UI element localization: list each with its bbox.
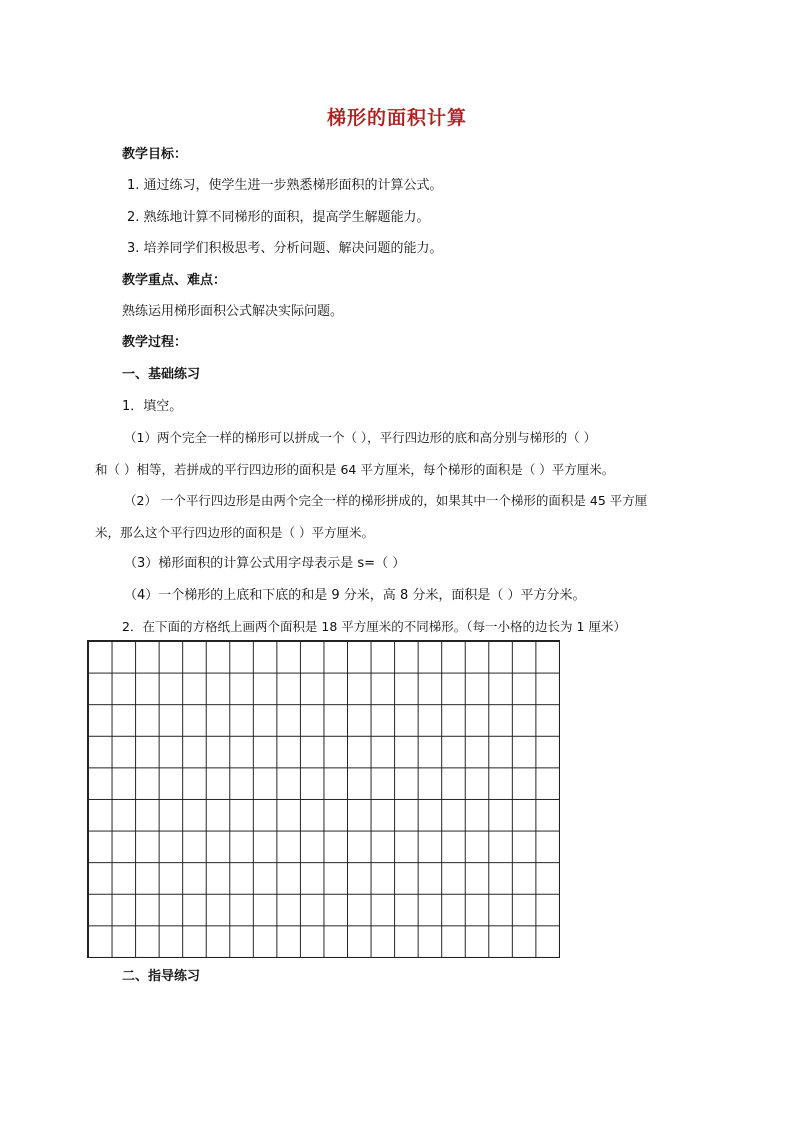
key-points-text: 熟练运用梯形面积公式解决实际问题。 (122, 304, 344, 319)
question-1-3: （3）梯形面积的计算公式用字母表示是 s=（ ） (124, 556, 406, 571)
section2-heading: 二、指导练习 (122, 969, 201, 984)
objectives-heading: 教学目标： (122, 147, 188, 162)
page-title: 梯形的面积计算 (326, 107, 467, 129)
section1-heading: 一、基础练习 (122, 367, 201, 382)
process-heading: 教学过程： (122, 335, 188, 350)
grid-paper (87, 640, 560, 958)
question-1-2-line2: 米，那么这个平行四边形的面积是（ ）平方厘米。 (95, 525, 374, 540)
question-1-2-line1: （2） 一个平行四边形是由两个完全一样的梯形拼成的，如果其中一个梯形的面积是 45 平方厘 (124, 493, 648, 508)
objective-item: 2. 熟练地计算不同梯形的面积，提高学生解题能力。 (127, 210, 430, 225)
objective-item: 3. 培养同学们积极思考、分析问题、解决问题的能力。 (127, 241, 443, 256)
question-1-1-line2: 和（ ）相等，若拼成的平行四边形的面积是 64 平方厘米，每个梯形的面积是（ ）平方厘米。 (95, 462, 615, 477)
objective-item: 1. 通过练习，使学生进一步熟悉梯形面积的计算公式。 (127, 178, 443, 193)
question-1-1-line1: （1）两个完全一样的梯形可以拼成一个（ ），平行四边形的底和高分别与梯形的（ ） (124, 430, 597, 445)
key-points-heading: 教学重点、难点： (122, 273, 227, 288)
question-1-4: （4）一个梯形的上底和下底的和是 9 分米，高 8 分米，面积是（ ）平方分米。 (124, 588, 586, 603)
question-1-label: 1．填空。 (122, 399, 183, 414)
question-2: 2．在下面的方格纸上画两个面积是 18 平方厘米的不同梯形。（每一小格的边长为 1 厘米） (122, 619, 626, 634)
